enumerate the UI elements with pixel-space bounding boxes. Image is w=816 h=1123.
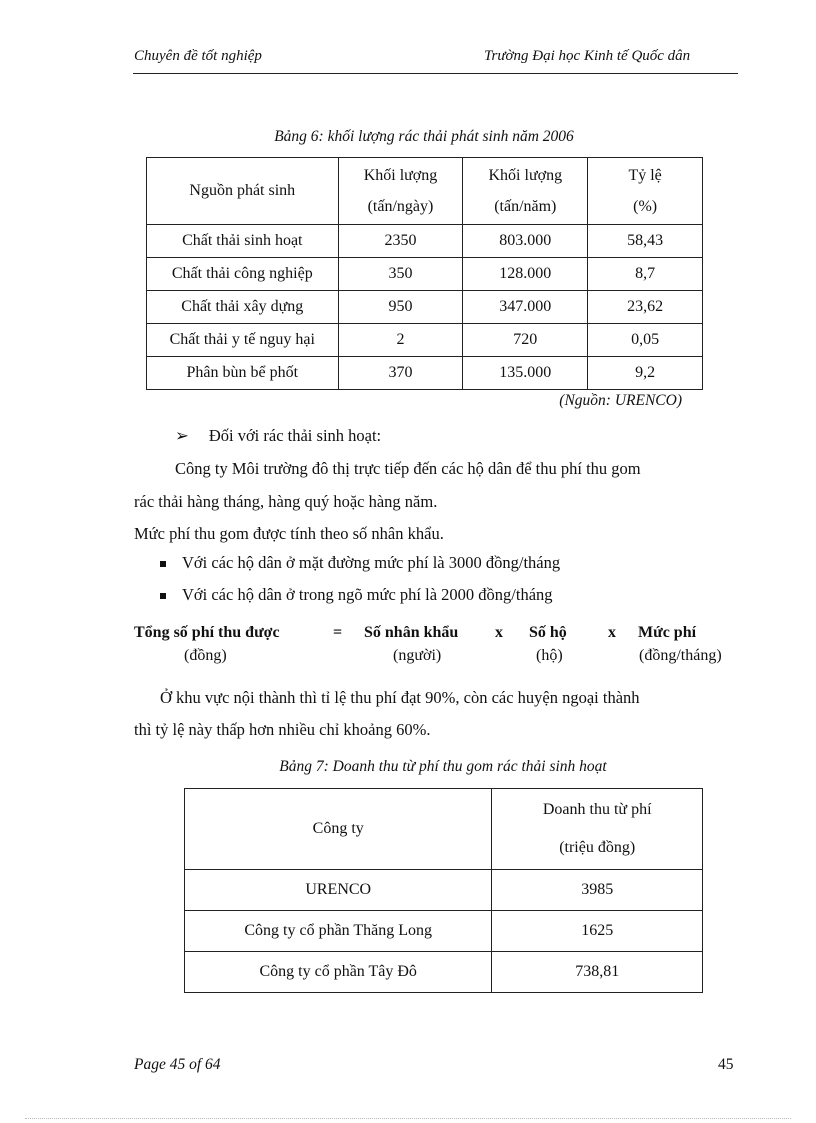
formula-unit-fee: (đồng/tháng): [639, 647, 722, 664]
formula-unit-households: (hộ): [536, 647, 563, 664]
table6-cell-ratio: 9,2: [588, 357, 703, 390]
formula-times-1: x: [495, 624, 503, 641]
table6-header-daily-unit: (tấn/ngày): [367, 198, 434, 215]
table6-header-ratio-label: Tỷ lệ: [628, 167, 662, 184]
formula-total: Tổng số phí thu được: [134, 624, 280, 641]
formula-equals: =: [333, 624, 343, 641]
table6-header-yearly-label: Khối lượng: [488, 167, 563, 184]
table-row: [147, 357, 703, 390]
arrow-icon: ➢: [175, 426, 189, 445]
table-row: [185, 952, 703, 993]
table-row: [147, 291, 703, 324]
table6-header-yearly: [463, 158, 588, 225]
table6-cell-daily: 2350: [338, 225, 463, 258]
table7-cell-company: URENCO: [185, 870, 492, 911]
header-divider: [133, 73, 738, 74]
table7-cell-company: Công ty cổ phần Tây Đô: [185, 952, 492, 993]
table6: [146, 157, 703, 390]
table7-cell-revenue: 3985: [492, 870, 703, 911]
table6-header-daily-label: Khối lượng: [363, 167, 438, 184]
table6-source-note: (Nguồn: URENCO): [559, 392, 682, 409]
paragraph-3-line-1: Ở khu vực nội thành thì tỉ lệ thu phí đạt 90%, còn các huyện ngoại thành: [160, 688, 640, 707]
table6-cell-source: Chất thải y tế nguy hại: [147, 324, 339, 357]
table7-header-company: Công ty: [185, 789, 492, 870]
section-heading: [175, 419, 381, 452]
paragraph-1-line-2: rác thải hàng tháng, hàng quý hoặc hàng năm.: [134, 492, 438, 511]
bullet-item: [160, 546, 560, 579]
table6-cell-daily: 2: [338, 324, 463, 357]
table-row: [185, 870, 703, 911]
table6-cell-daily: 370: [338, 357, 463, 390]
footer-page-label: Page 45 of 64: [134, 1056, 221, 1073]
table-row: [147, 324, 703, 357]
table-row: [147, 258, 703, 291]
table6-cell-yearly: 347.000: [463, 291, 588, 324]
bullet-item: [160, 578, 553, 611]
table6-header-ratio: [588, 158, 703, 225]
table7-header-row: [185, 789, 703, 870]
square-bullet-icon: [160, 593, 166, 599]
header-left: Chuyên đề tốt nghiệp: [134, 48, 262, 64]
table6-cell-ratio: 8,7: [588, 258, 703, 291]
table6-cell-ratio: 0,05: [588, 324, 703, 357]
table6-cell-ratio: 23,62: [588, 291, 703, 324]
table7-cell-company: Công ty cổ phần Thăng Long: [185, 911, 492, 952]
table6-header-ratio-unit: (%): [633, 198, 658, 215]
table6-cell-daily: 950: [338, 291, 463, 324]
footer-page-number: 45: [718, 1056, 734, 1073]
table7-header-revenue-unit: (triệu đồng): [559, 839, 636, 856]
table6-cell-ratio: 58,43: [588, 225, 703, 258]
table-row: [147, 225, 703, 258]
bullet-text: Với các hộ dân ở mặt đường mức phí là 3000 đồng/tháng: [182, 553, 561, 572]
table6-cell-yearly: 135.000: [463, 357, 588, 390]
bullet-text: Với các hộ dân ở trong ngõ mức phí là 2000 đồng/tháng: [182, 585, 553, 604]
table-row: [185, 911, 703, 952]
table7-header-revenue: [492, 789, 703, 870]
formula-times-2: x: [608, 624, 616, 641]
table7-cell-revenue: 1625: [492, 911, 703, 952]
table7-cell-revenue: 738,81: [492, 952, 703, 993]
table6-cell-daily: 350: [338, 258, 463, 291]
table6-header-yearly-unit: (tấn/năm): [494, 198, 557, 215]
page-bottom-divider: [25, 1118, 791, 1119]
formula-fee: Mức phí: [638, 624, 697, 641]
table6-cell-source: Chất thải công nghiệp: [147, 258, 339, 291]
paragraph-3-line-2: thì tỷ lệ này thấp hơn nhiều chỉ khoảng 60%.: [134, 720, 431, 739]
table6-cell-yearly: 128.000: [463, 258, 588, 291]
formula-unit-total: (đồng): [184, 647, 227, 664]
table6-cell-yearly: 720: [463, 324, 588, 357]
formula-persons: Số nhân khẩu: [364, 624, 459, 641]
table6-header-source: Nguồn phát sinh: [147, 158, 339, 225]
table7-caption: Bảng 7: Doanh thu từ phí thu gom rác thải sinh hoạt: [279, 758, 607, 775]
table6-header-daily: [338, 158, 463, 225]
square-bullet-icon: [160, 561, 166, 567]
table6-caption: Bảng 6: khối lượng rác thải phát sinh năm 2006: [274, 128, 574, 145]
table7: [184, 788, 703, 993]
formula-households: Số hộ: [529, 624, 567, 641]
table6-cell-source: Chất thải sinh hoạt: [147, 225, 339, 258]
section-heading-text: Đối với rác thải sinh hoạt:: [208, 426, 382, 445]
paragraph-2: Mức phí thu gom được tính theo số nhân khẩu.: [134, 524, 444, 543]
header-right: Trường Đại học Kinh tế Quốc dân: [484, 48, 691, 64]
table6-cell-source: Phân bùn bể phốt: [147, 357, 339, 390]
formula-unit-persons: (người): [393, 647, 442, 664]
paragraph-1-line-1: Công ty Môi trường đô thị trực tiếp đến các hộ dân để thu phí thu gom: [175, 459, 641, 478]
table6-cell-source: Chất thải xây dựng: [147, 291, 339, 324]
table6-cell-yearly: 803.000: [463, 225, 588, 258]
table6-header-row: [147, 158, 703, 225]
table7-header-revenue-label: Doanh thu từ phí: [542, 801, 652, 818]
